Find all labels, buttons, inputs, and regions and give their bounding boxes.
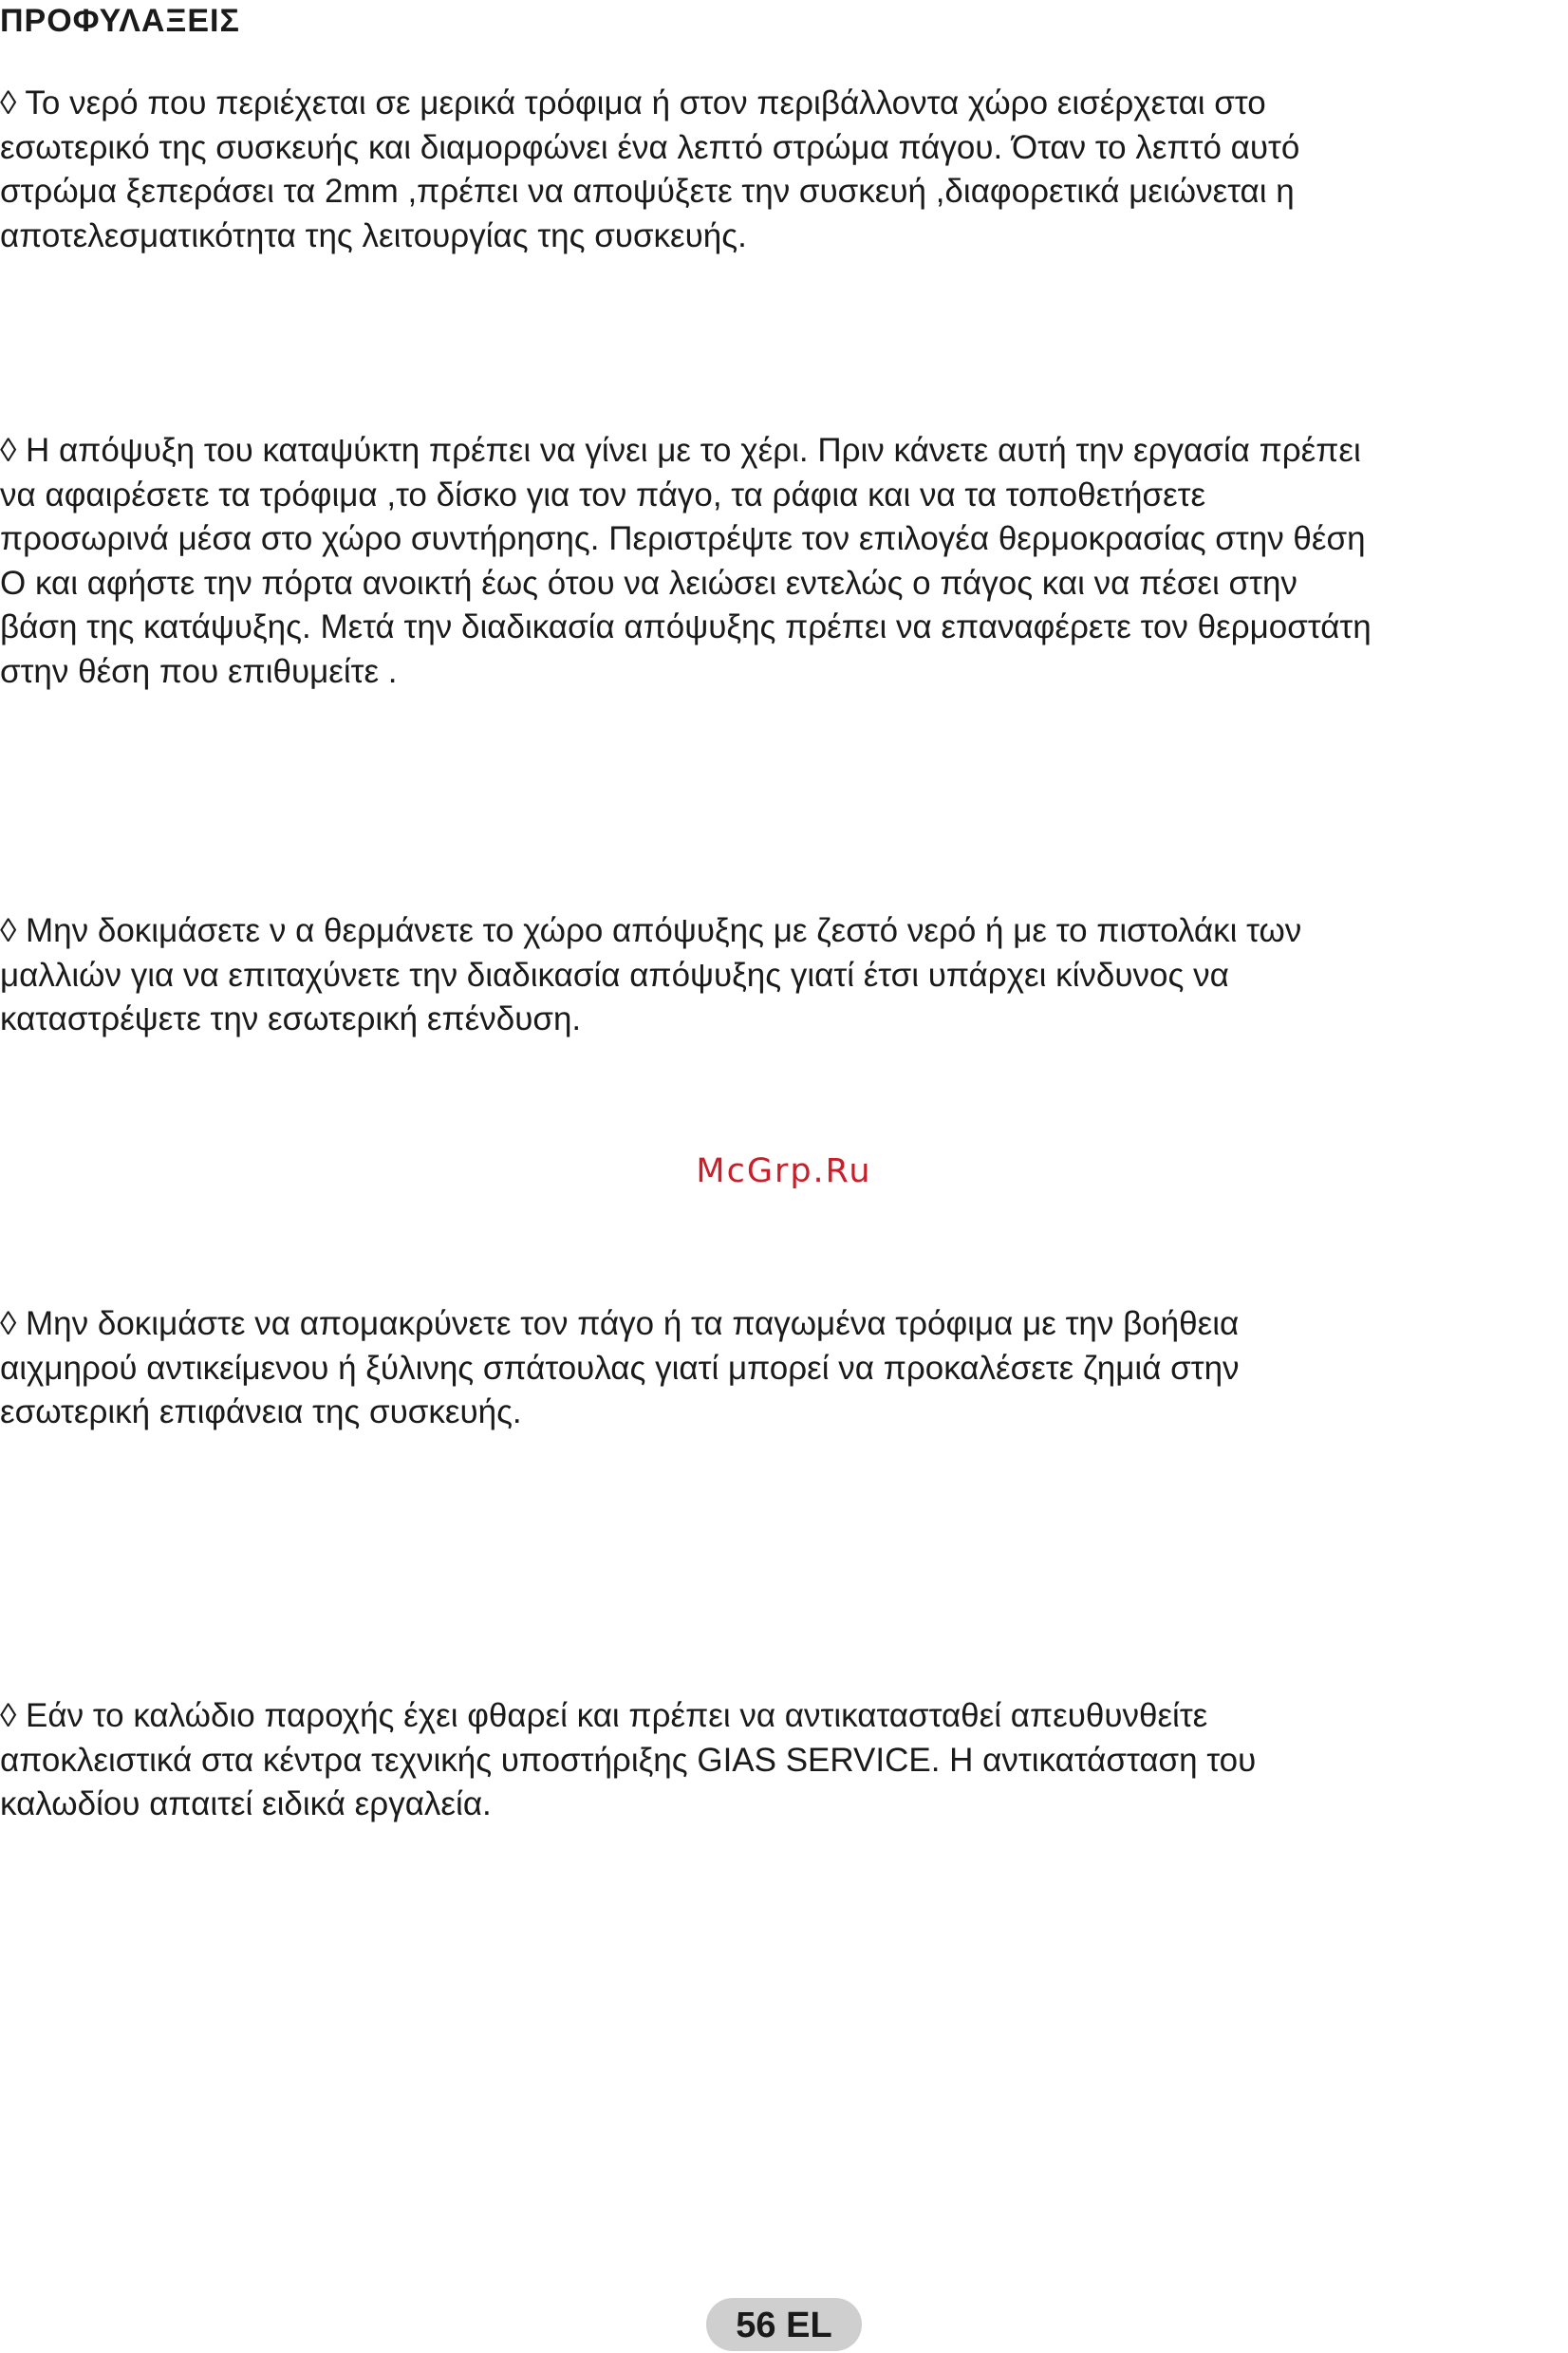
paragraph-no-hot-water: ◊ Μην δοκιμάσετε ν α θερμάνετε το χώρο απόψυξης με ζεστό νερό ή με το πιστολάκι των μαλλιών για να επιταχύνετε την διαδικασία απόψυξης γιατί έτσι υπάρχει κίνδυνος να καταστρέψετε την εσωτερική επένδυση. — [0, 912, 1302, 1037]
paragraph-no-sharp-objects: ◊ Μην δοκιμάστε να απομακρύνετε τον πάγο ή τα παγωμένα τρόφιμα με την βοήθεια αιχμηρού αντικείμενου ή ξύλινης σπάτουλας γιατί μπορεί να προκαλέσετε ζημιά στην εσωτερική επιφάνεια της συσκευής. — [0, 1305, 1240, 1430]
paragraph-ice-layer: ◊ Το νερό που περιέχεται σε μερικά τρόφιμα ή στον περιβάλλοντα χώρο εισέρχεται στο εσωτερικό της συσκευής και διαμορφώνει ένα λεπτό στρώμα πάγου. Όταν το λεπτό αυτό στρώμα ξεπεράσει τα 2mm ,πρέπει να αποψύξετε την συσκευή ,διαφορετικά μειώνεται η αποτελεσματικότητα της λειτουργίας της συσκευής. — [0, 84, 1300, 254]
paragraph-manual-defrost: ◊ Η απόψυξη του καταψύκτη πρέπει να γίνει με το χέρι. Πριν κάνετε αυτή την εργασία πρέπει να αφαιρέσετε τα τρόφιμα ,το δίσκο για τον πάγο, τα ράφια και να τα τοποθετήσετε προσωρινά μέσα στο χώρο συντήρησης. Περιστρέψτε τον επιλογέα θερμοκρασίας στην θέση O και αφήστε την πόρτα ανοικτή έως ότου να λειώσει εντελώς ο πάγος και να πέσει στην βάση της κατάψυξης. Μετά την διαδικασία απόψυξης πρέπει να επαναφέρετε τον θερμοστάτη στην θέση που επιθυμείτε . — [0, 432, 1372, 690]
page-number-badge: 56 EL — [706, 2298, 862, 2351]
page-title: ΠΡΟΦΥΛΑΞΕΙΣ — [0, 3, 240, 39]
paragraph-power-cable: ◊ Εάν το καλώδιο παροχής έχει φθαρεί και πρέπει να αντικατασταθεί απευθυνθείτε αποκλειστικά στα κέντρα τεχνικής υποστήριξης GIAS SERVICE. Η αντικατάσταση του καλωδίου απαιτεί ειδικά εργαλεία. — [0, 1697, 1257, 1822]
watermark-text[interactable]: McGrp.Ru — [696, 1152, 872, 1190]
